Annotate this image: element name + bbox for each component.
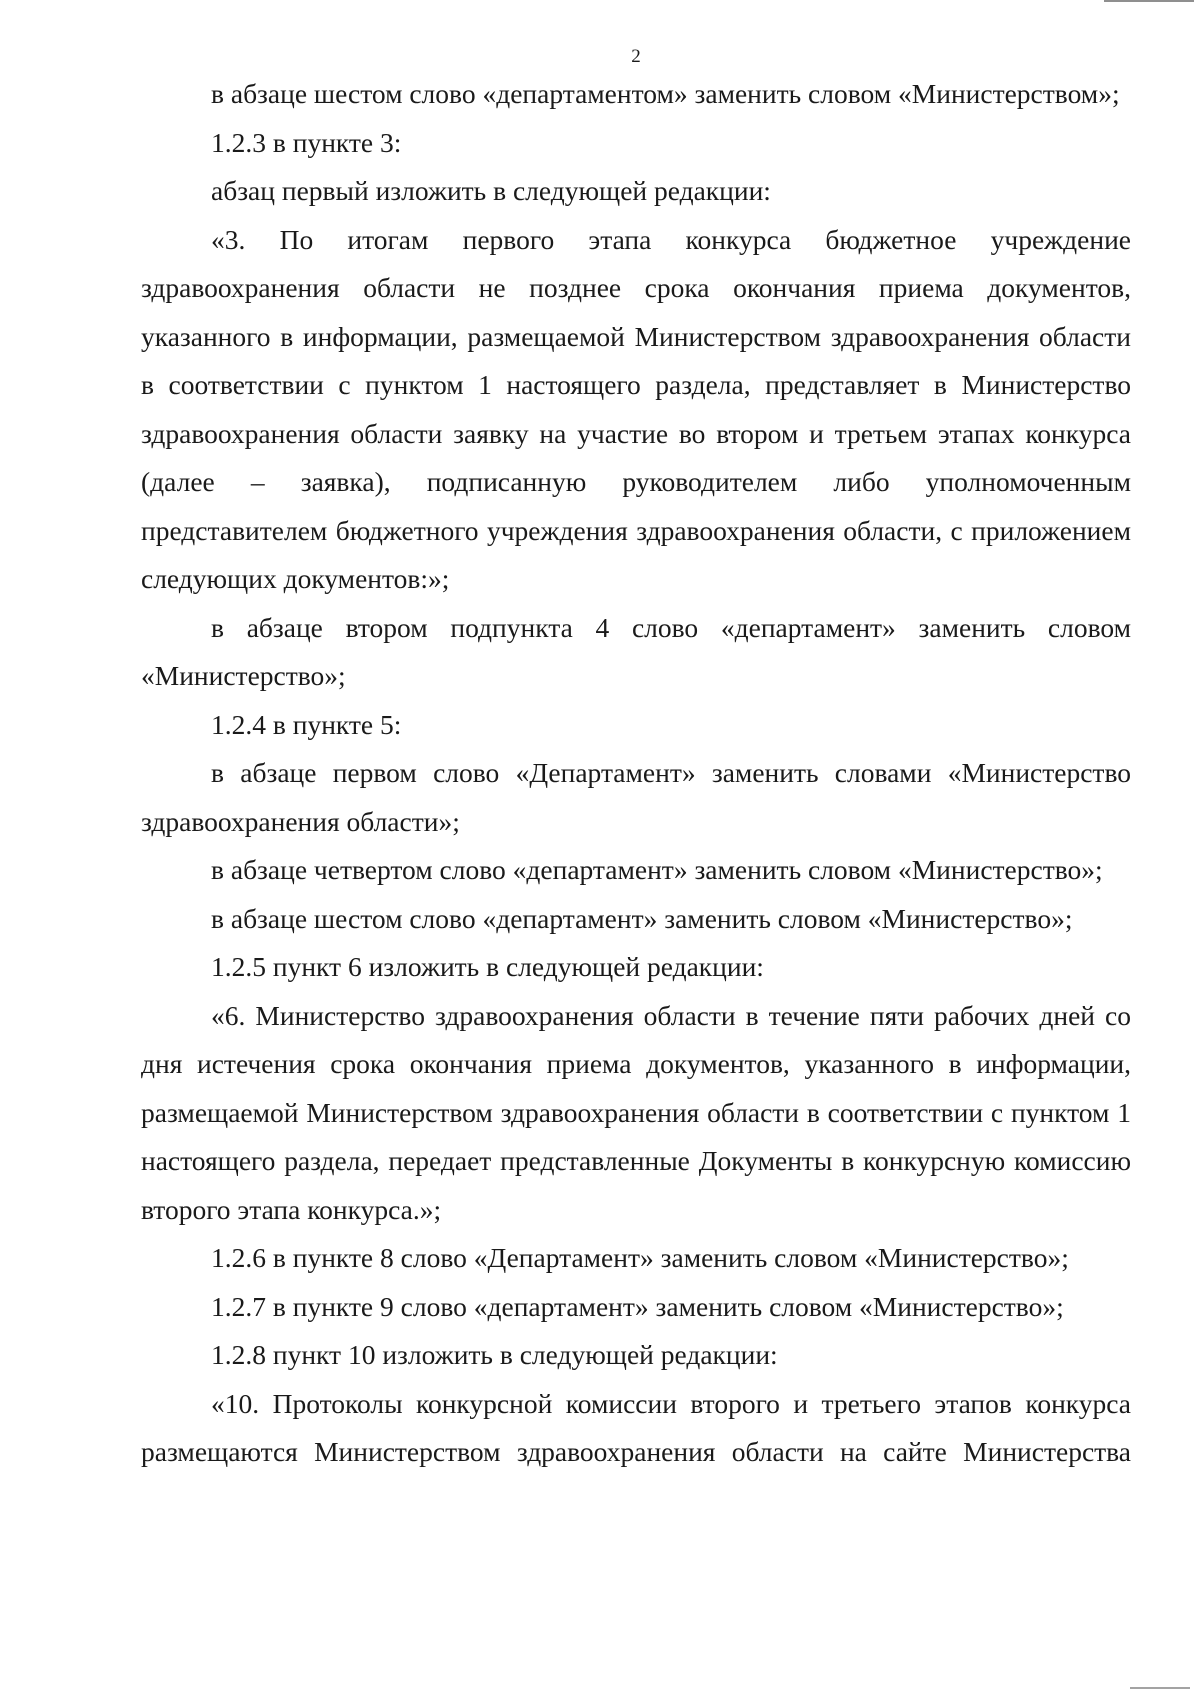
paragraph: в абзаце втором подпункта 4 слово «департамент» заменить словом «Министерство»; xyxy=(141,611,1131,691)
paragraph: абзац первый изложить в следующей редакции: xyxy=(211,175,771,206)
paragraph: 1.2.6 в пункте 8 слово «Департамент» заменить словом «Министерство»; xyxy=(211,1242,1069,1273)
paragraph: 1.2.8 пункт 10 изложить в следующей редакции: xyxy=(211,1339,778,1370)
paragraph: в абзаце четвертом слово «департамент» заменить словом «Министерство»; xyxy=(211,854,1103,885)
paragraph: в абзаце первом слово «Департамент» заменить словами «Министерство здравоохранения области»; xyxy=(141,757,1131,837)
paragraph: «6. Министерство здравоохранения области в течение пяти рабочих дней со дня истечения срока окончания приема документов, указанного в информации, размещаемой Министерством здравоохранения области в соответствии с пунктом 1 настоящего раздела, передает представленные Документы в конкурсную комиссию второго этапа конкурса.»; xyxy=(141,999,1131,1225)
paragraph: 1.2.4 в пункте 5: xyxy=(211,708,402,740)
paragraph: «3. По итогам первого этапа конкурса бюджетное учреждение здравоохранения области не позднее срока окончания приема документов, указанного в информации, размещаемой Министерством здравоохранения области в соответствии с пунктом 1 настоящего раздела, представляет в Министерство здравоохранения области заявку на участие во втором и третьем этапах конкурса (далее – заявка), подписанную руководителем либо уполномоченным представителем бюджетного учреждения здравоохранения области, с приложением следующих документов:»; xyxy=(141,223,1131,594)
paragraph: 1.2.7 в пункте 9 слово «департамент» заменить словом «Министерство»; xyxy=(211,1290,1064,1322)
paragraph: 1.2.3 в пункте 3: xyxy=(211,126,402,158)
paragraph: «10. Протоколы конкурсной комиссии второго и третьего этапов конкурса размещаются Министерством здравоохранения области на сайте Министерства xyxy=(141,1387,1131,1467)
document-body xyxy=(141,70,1131,1477)
paragraph: 1.2.5 пункт 6 изложить в следующей редакции: xyxy=(211,951,764,982)
page-number: 2 xyxy=(631,46,641,67)
scan-edge-mark-bottom xyxy=(1130,1687,1190,1689)
paragraph: в абзаце шестом слово «департамент» заменить словом «Министерство»; xyxy=(211,902,1073,934)
scan-edge-mark-top xyxy=(1104,0,1194,2)
paragraph: в абзаце шестом слово «департаментом» заменить словом «Министерством»; xyxy=(211,78,1120,109)
